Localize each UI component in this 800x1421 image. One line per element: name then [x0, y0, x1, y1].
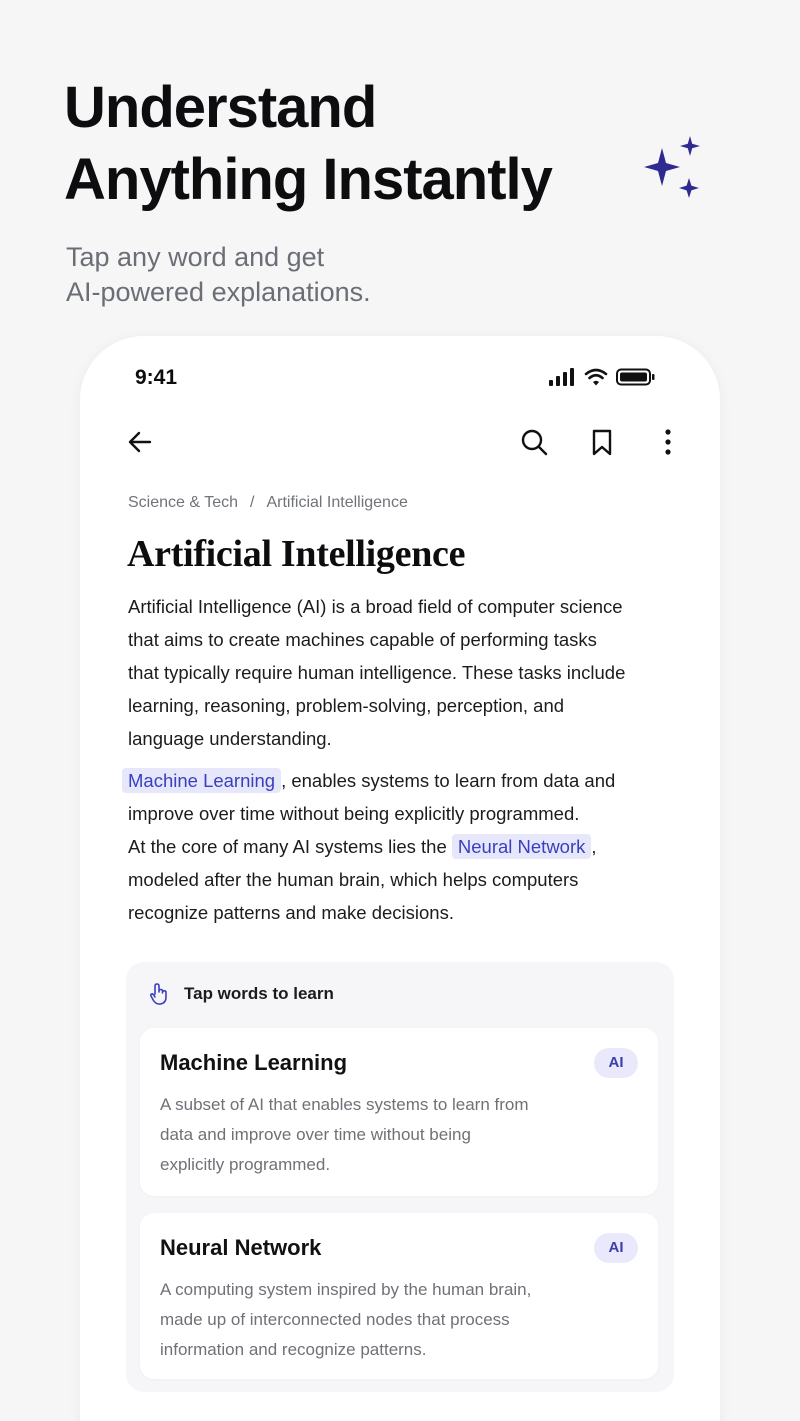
signal-icon: [548, 368, 576, 386]
article-title: Artificial Intelligence: [127, 533, 466, 575]
search-icon[interactable]: [518, 426, 550, 458]
battery-icon: [616, 368, 656, 386]
card-description-line: A subset of AI that enables systems to learn from: [160, 1095, 529, 1114]
paragraph-line: [122, 764, 688, 797]
paragraph-text: , enables systems to learn from data and: [281, 770, 616, 791]
paragraph-line: [128, 830, 688, 863]
article-paragraph-1: [128, 590, 688, 755]
hero-title: [64, 72, 624, 216]
hero-title-line-1: Understand: [64, 75, 377, 140]
status-icons: [548, 368, 656, 386]
paragraph-line: recognize patterns and make decisions.: [128, 902, 454, 923]
card-description-line: information and recognize patterns.: [160, 1340, 427, 1359]
status-time: 9:41: [135, 366, 178, 389]
ai-badge: AI: [594, 1233, 638, 1263]
paragraph-line: modeled after the human brain, which helps computers: [128, 869, 579, 890]
paragraph-text: ,: [591, 836, 597, 857]
learn-panel: [126, 962, 674, 1392]
definition-card-machine-learning[interactable]: [140, 1028, 658, 1196]
card-description: [160, 1090, 600, 1180]
breadcrumb: [128, 494, 408, 512]
hero-subtitle: [66, 240, 486, 310]
highlighted-term-machine-learning[interactable]: Machine Learning: [122, 768, 281, 793]
paragraph-line: improve over time without being explicitly programmed.: [128, 803, 580, 824]
hero-subtitle-line-2: AI-powered explanations.: [66, 277, 371, 307]
breadcrumb-current[interactable]: Artificial Intelligence: [266, 494, 408, 511]
card-description-line: A computing system inspired by the human brain,: [160, 1280, 532, 1299]
learn-panel-header: [148, 982, 334, 1006]
breadcrumb-separator: /: [250, 494, 255, 511]
paragraph-line: language understanding.: [128, 728, 332, 749]
more-vertical-icon[interactable]: [654, 426, 682, 458]
card-description-line: made up of interconnected nodes that process: [160, 1310, 510, 1329]
breadcrumb-section[interactable]: Science & Tech: [128, 494, 238, 511]
ai-badge: AI: [594, 1048, 638, 1078]
paragraph-line: that aims to create machines capable of performing tasks: [128, 629, 597, 650]
card-description: [160, 1275, 600, 1365]
paragraph-line: Artificial Intelligence (AI) is a broad field of computer science: [128, 596, 623, 617]
hero-subtitle-line-1: Tap any word and get: [66, 242, 325, 272]
definition-card-neural-network[interactable]: [140, 1213, 658, 1379]
card-title: Neural Network: [160, 1235, 322, 1260]
paragraph-text: At the core of many AI systems lies the: [128, 836, 447, 857]
card-description-line: explicitly programmed.: [160, 1155, 331, 1174]
wifi-icon: [584, 368, 608, 386]
learn-panel-label: Tap words to learn: [184, 984, 334, 1003]
phone-frame: [80, 336, 720, 1421]
card-description-line: data and improve over time without being: [160, 1125, 471, 1144]
bookmark-icon[interactable]: [586, 426, 618, 458]
sparkles-icon: [640, 134, 706, 204]
back-arrow-icon[interactable]: [124, 426, 156, 458]
article-paragraph-2: [128, 764, 688, 929]
hero-title-line-2: Anything Instantly: [64, 147, 552, 212]
highlighted-term-neural-network[interactable]: Neural Network: [452, 834, 592, 859]
card-title: Machine Learning: [160, 1050, 348, 1075]
tap-hand-icon: [148, 982, 170, 1006]
paragraph-line: that typically require human intelligence. These tasks include: [128, 662, 626, 683]
paragraph-line: learning, reasoning, problem-solving, perception, and: [128, 695, 565, 716]
